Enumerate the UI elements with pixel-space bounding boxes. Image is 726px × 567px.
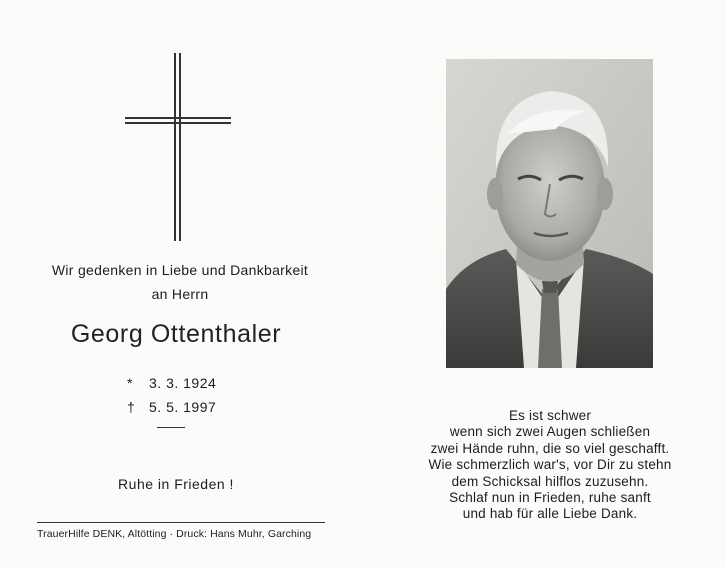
deceased-name: Georg Ottenthaler: [70, 320, 282, 348]
poem-line: und hab für alle Liebe Dank.: [462, 506, 638, 522]
intro-line: Wir gedenken in Liebe und Dankbarkeit: [51, 262, 309, 278]
poem-line: Wie schmerzlich war's, vor Dir zu stehn: [428, 457, 672, 473]
death-date-row: [127, 399, 216, 415]
short-divider: [157, 427, 185, 428]
birth-date-row: [127, 375, 216, 391]
death-date: 5. 5. 1997: [149, 399, 217, 415]
birth-symbol: *: [127, 375, 133, 391]
footer-divider: [37, 522, 325, 523]
portrait-photo: [446, 59, 653, 368]
birth-date: 3. 3. 1924: [149, 375, 217, 391]
poem-line: Schlaf nun in Frieden, ruhe sanft: [449, 490, 651, 506]
intro-line-honorific: an Herrn: [151, 286, 209, 302]
printer-footer: TrauerHilfe DENK, Altötting · Druck: Hans Muhr, Garching: [37, 528, 312, 540]
farewell-text: Ruhe in Frieden !: [118, 476, 234, 492]
death-symbol: †: [127, 399, 136, 415]
poem: [393, 408, 707, 523]
poem-line: Es ist schwer: [508, 408, 592, 423]
cross-icon: [125, 53, 231, 241]
poem-line: wenn sich zwei Augen schließen: [449, 424, 651, 440]
poem-line: dem Schicksal hilflos zuzusehn.: [451, 473, 649, 489]
poem-line: zwei Hände ruhn, die so viel geschafft.: [430, 440, 670, 456]
